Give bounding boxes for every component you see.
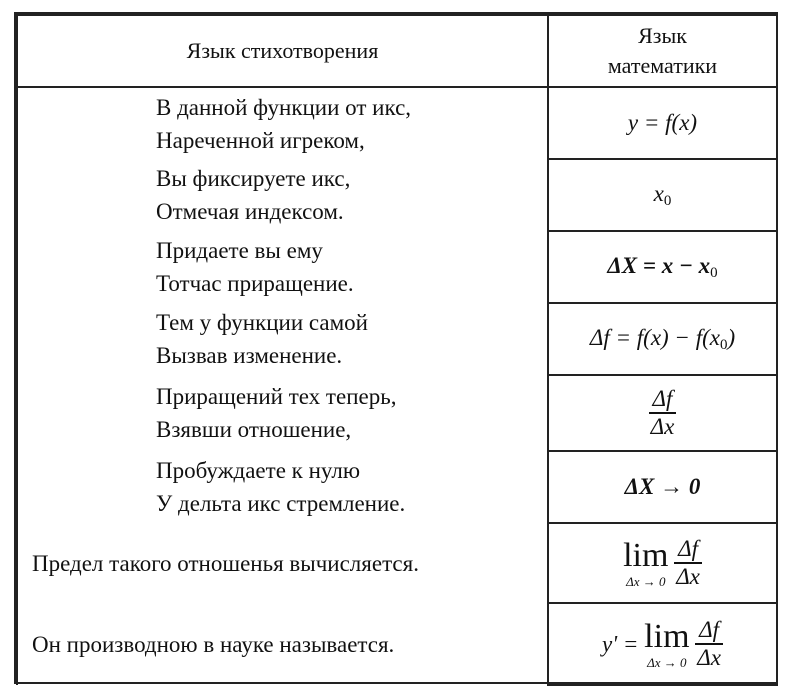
poem-line: Он производною в науке называется.: [32, 631, 395, 657]
formula-subscript: 0: [663, 192, 672, 209]
limit-subscript: Δx → 0: [647, 654, 687, 670]
formula-tail: ): [727, 324, 736, 350]
limit-word: lim: [623, 536, 669, 574]
header-row: [17, 15, 777, 87]
fraction-denominator: Δx: [650, 414, 675, 439]
header-math-language: [548, 15, 777, 87]
table-row: [17, 375, 777, 451]
table-row: [17, 87, 777, 159]
math-cell: [548, 375, 777, 451]
math-cell: [548, 231, 777, 303]
table-row: [17, 159, 777, 231]
poem-cell: [17, 159, 548, 231]
limit-subscript: Δx → 0: [626, 573, 666, 589]
header-math-line1: Язык: [638, 23, 687, 48]
poem-line: Вы фиксируете икс,: [156, 166, 351, 191]
table-row: [17, 603, 777, 685]
poem-line: Вызвав изменение.: [156, 343, 343, 368]
poem-line: Приращений тех теперь,: [156, 384, 397, 409]
poem-line: Взявши отношение,: [156, 417, 352, 442]
table-row: [17, 303, 777, 375]
poem-line: У дельта икс стремление.: [156, 491, 406, 516]
fraction-denominator: Δx: [697, 645, 721, 670]
fraction: [649, 386, 677, 441]
poem-cell: [17, 451, 548, 523]
fraction-numerator: Δf: [649, 386, 677, 414]
math-cell: [548, 87, 777, 159]
math-cell: [548, 303, 777, 375]
poem-cell: [17, 603, 548, 685]
formula: y = f(x): [627, 110, 698, 135]
fraction-denominator: Δx: [676, 564, 700, 589]
formula-subscript: 0: [710, 264, 718, 281]
table-row: [17, 451, 777, 523]
header-math-line2: математики: [607, 53, 718, 78]
limit: [644, 617, 690, 670]
table-row: [17, 523, 777, 603]
poem-cell: [17, 87, 548, 159]
math-cell: [548, 159, 777, 231]
fraction: [674, 536, 702, 591]
poem-line: В данной функции от икс,: [156, 94, 412, 120]
poem-line: Предел такого отношенья вычисляется.: [32, 550, 419, 576]
poem-line: Отмечая индексом.: [156, 199, 344, 224]
limit: [623, 536, 669, 589]
formula: ΔX → 0: [624, 474, 701, 499]
limit-word: lim: [644, 617, 690, 655]
fraction-numerator: Δf: [695, 617, 723, 645]
fraction-numerator: Δf: [674, 536, 702, 564]
formula: x: [653, 180, 664, 206]
poem-cell: [17, 523, 548, 603]
math-cell: [548, 603, 777, 685]
poem-cell: [17, 231, 548, 303]
poem-line: Пробуждаете к нулю: [156, 458, 361, 483]
poem-line: Придаете вы ему: [156, 238, 323, 263]
poem-line: Нареченной игреком,: [156, 127, 365, 153]
table-row: [17, 231, 777, 303]
formula-subscript: 0: [719, 336, 728, 353]
formula: Δf = f(x) − f(x: [589, 324, 720, 350]
math-cell: [548, 451, 777, 523]
formula: ΔX = x − x: [607, 252, 711, 278]
fraction: [695, 617, 723, 672]
derivative-prefix: y' =: [602, 631, 639, 656]
poem-cell: [17, 303, 548, 375]
poem-cell: [17, 375, 548, 451]
poem-math-table: [14, 12, 778, 684]
poem-line: Тем у функции самой: [156, 310, 368, 335]
poem-line: Тотчас приращение.: [156, 271, 354, 296]
header-poem-language: Язык стихотворения: [17, 15, 548, 87]
math-cell: [548, 523, 777, 603]
